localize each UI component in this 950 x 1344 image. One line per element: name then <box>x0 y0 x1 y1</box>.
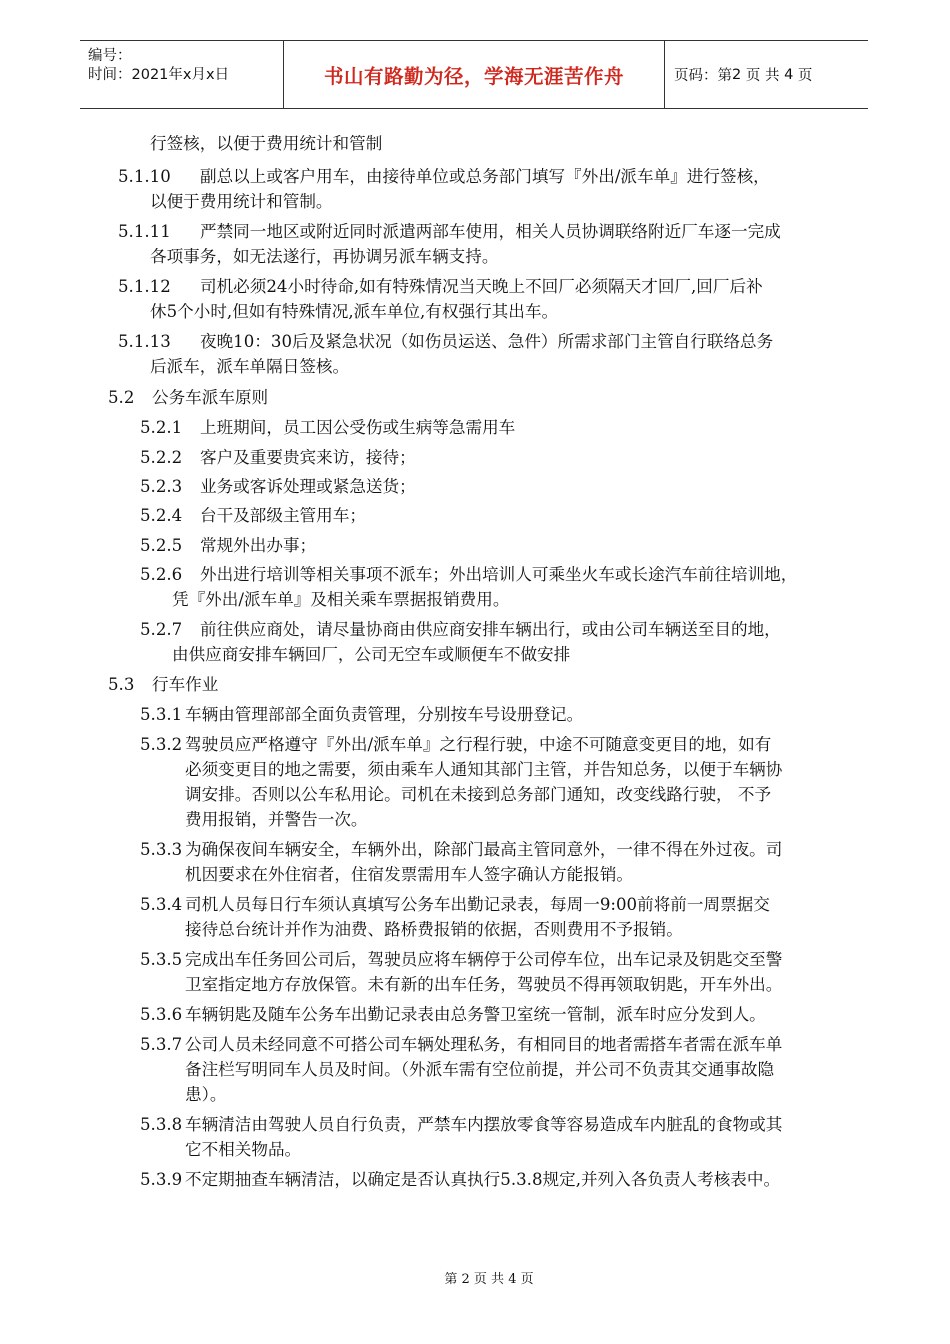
section-line <box>0 1003 950 1027</box>
page-number: 2 <box>732 66 742 83</box>
section-text: 公务车派车原则 <box>152 388 269 407</box>
continuation-line <box>0 1083 950 1107</box>
section-number: 5.1.11 <box>118 222 171 241</box>
section-text: 备注栏写明同车人员及时间。（外派车需有空位前提，并公司不负责其交通事故隐 <box>185 1060 775 1079</box>
section-number: 5.3.3 <box>140 840 183 859</box>
section-text: 前往供应商处，请尽量协商由供应商安排车辆出行，或由公司车辆送至目的地， <box>200 620 781 639</box>
section-text: 台干及部级主管用车； <box>200 506 366 525</box>
continuation-line <box>0 783 950 807</box>
section-text: 行车作业 <box>152 675 219 694</box>
section-line <box>0 165 950 189</box>
section-line <box>0 475 950 499</box>
section-text: 客户及重要贵宾来访，接待； <box>200 448 416 467</box>
section-line <box>0 618 950 642</box>
section-line <box>0 673 950 697</box>
continuation-line <box>0 1058 950 1082</box>
continuation-line <box>0 918 950 942</box>
section-text: 夜晚10：30后及紧急状况（如伤员运送、急件）所需求部门主管自行联络总务 <box>200 332 774 351</box>
section-number: 5.2.7 <box>140 620 183 639</box>
continuation-line <box>0 245 950 269</box>
section-text: 常规外出办事； <box>200 536 317 555</box>
section-line <box>0 1033 950 1057</box>
page-suffix: 页 <box>797 68 813 84</box>
section-text: 副总以上或客户用车，由接待单位或总务部门填写『外出/派车单』进行签核， <box>200 167 770 186</box>
section-text: 休5个小时,但如有特殊情况,派车单位,有权强行其出车。 <box>150 302 559 321</box>
header-page-info <box>666 41 812 108</box>
section-number: 5.2 <box>108 388 135 407</box>
section-number: 5.3.4 <box>140 895 183 914</box>
section-line <box>0 703 950 727</box>
section-text: 车辆清洁由驾驶人员自行负责，严禁车内摆放零食等容易造成车内脏乱的食物或其 <box>185 1115 783 1134</box>
section-number: 5.3.5 <box>140 950 183 969</box>
section-text: 驾驶员应严格遵守『外出/派车单』之行程行驶，中途不可随意变更目的地，如有 <box>185 735 772 754</box>
section-line <box>0 893 950 917</box>
section-number: 5.3.7 <box>140 1035 183 1054</box>
continuation-line <box>0 300 950 324</box>
continuation-line <box>0 758 950 782</box>
page-header <box>80 40 868 109</box>
section-text: 必须变更目的地之需要，须由乘车人通知其部门主管，并告知总务，以便于车辆协 <box>185 760 783 779</box>
page-total: 4 <box>784 66 794 83</box>
section-line <box>0 446 950 470</box>
section-line <box>0 534 950 558</box>
section-text: 上班期间，员工因公受伤或生病等急需用车 <box>200 418 516 437</box>
section-text: 业务或客诉处理或紧急送货； <box>200 477 416 496</box>
section-text: 调安排。否则以公车私用论。司机在未接到总务部门通知，改变线路行驶， 不予 <box>185 785 772 804</box>
continuation-line <box>0 808 950 832</box>
section-text: 凭『外出/派车单』及相关乘车票据报销费用。 <box>172 590 510 609</box>
section-number: 5.3 <box>108 675 135 694</box>
section-number: 5.1.12 <box>118 277 171 296</box>
section-number: 5.2.3 <box>140 477 183 496</box>
section-number: 5.1.13 <box>118 332 171 351</box>
section-text: 以便于费用统计和管制。 <box>150 192 333 211</box>
section-text: 外出进行培训等相关事项不派车；外出培训人可乘坐火车或长途汽车前往培训地， <box>200 565 798 584</box>
section-text: 接待总台统计并作为油费、路桥费报销的依据，否则费用不予报销。 <box>185 920 683 939</box>
section-line <box>0 275 950 299</box>
section-line <box>0 838 950 862</box>
section-text: 不定期抽查车辆清洁，以确定是否认真执行5.3.8规定,并列入各负责人考核表中。 <box>185 1170 781 1189</box>
section-line <box>0 504 950 528</box>
section-text: 为确保夜间车辆安全，车辆外出，除部门最高主管同意外，一律不得在外过夜。司 <box>185 840 783 859</box>
section-line <box>0 563 950 587</box>
header-divider <box>283 41 284 108</box>
section-number: 5.3.9 <box>140 1170 183 1189</box>
page-mid: 页 共 <box>745 68 780 84</box>
page-footer: 第 2 页 共 4 页 <box>444 1272 534 1287</box>
section-line <box>0 416 950 440</box>
section-text: 车辆钥匙及随车公务车出勤记录表由总务警卫室统一管制，派车时应分发到人。 <box>185 1005 766 1024</box>
section-line <box>0 1113 950 1137</box>
section-text: 严禁同一地区或附近同时派遣两部车使用，相关人员协调联络附近厂车逐一完成 <box>200 222 781 241</box>
section-number: 5.2.4 <box>140 506 183 525</box>
section-text: 由供应商安排车辆回厂，公司无空车或顺便车不做安排 <box>172 645 571 664</box>
section-number: 5.2.5 <box>140 536 183 555</box>
section-line <box>0 330 950 354</box>
continuation-line <box>0 588 950 612</box>
section-number: 5.3.2 <box>140 735 183 754</box>
section-line <box>0 948 950 972</box>
section-text: 司机必须24小时待命,如有特殊情况当天晚上不回厂必须隔天才回厂,回厂后补 <box>200 277 763 296</box>
continuation-line <box>0 190 950 214</box>
section-text: 车辆由管理部部全面负责管理，分别按车号设册登记。 <box>185 705 584 724</box>
header-meta <box>88 47 229 85</box>
continuation-line <box>0 132 950 156</box>
header-divider <box>664 41 665 108</box>
section-number: 5.3.8 <box>140 1115 183 1134</box>
section-text: 各项事务，如无法遂行，再协调另派车辆支持。 <box>150 247 499 266</box>
section-line <box>0 386 950 410</box>
continuation-line <box>0 643 950 667</box>
section-text: 行签核，以便于费用统计和管制 <box>150 134 383 153</box>
section-text: 司机人员每日行车须认真填写公务车出勤记录表，每周一9:00前将前一周票据交 <box>185 895 770 914</box>
continuation-line <box>0 863 950 887</box>
section-line <box>0 733 950 757</box>
section-text: 机因要求在外住宿者，住宿发票需用车人签字确认方能报销。 <box>185 865 634 884</box>
continuation-line <box>0 355 950 379</box>
section-text: 完成出车任务回公司后，驾驶员应将车辆停于公司停车位，出车记录及钥匙交至警 <box>185 950 783 969</box>
continuation-line <box>0 973 950 997</box>
section-text: 卫室指定地方存放保管。未有新的出车任务，驾驶员不得再领取钥匙，开车外出。 <box>185 975 783 994</box>
section-number: 5.2.6 <box>140 565 183 584</box>
section-line <box>0 220 950 244</box>
section-text: 它不相关物品。 <box>185 1140 302 1159</box>
section-text: 费用报销，并警告一次。 <box>185 810 368 829</box>
section-text: 患）。 <box>185 1085 227 1104</box>
section-number: 5.3.6 <box>140 1005 183 1024</box>
section-number: 5.3.1 <box>140 705 183 724</box>
code-label: 编号： <box>88 48 132 64</box>
section-number: 5.2.2 <box>140 448 183 467</box>
continuation-line <box>0 1138 950 1162</box>
section-number: 5.1.10 <box>118 167 171 186</box>
section-text: 后派车，派车单隔日签核。 <box>150 357 350 376</box>
section-number: 5.2.1 <box>140 418 183 437</box>
page-prefix: 页码：第 <box>674 68 732 84</box>
section-text: 公司人员未经同意不可搭公司车辆处理私务，有相同目的地者需搭车者需在派车单 <box>185 1035 783 1054</box>
section-line <box>0 1168 950 1192</box>
header-motto: 书山有路勤为径，学海无涯苦作舟 <box>323 64 624 88</box>
time-label: 时间：2021年x月x日 <box>88 67 230 83</box>
